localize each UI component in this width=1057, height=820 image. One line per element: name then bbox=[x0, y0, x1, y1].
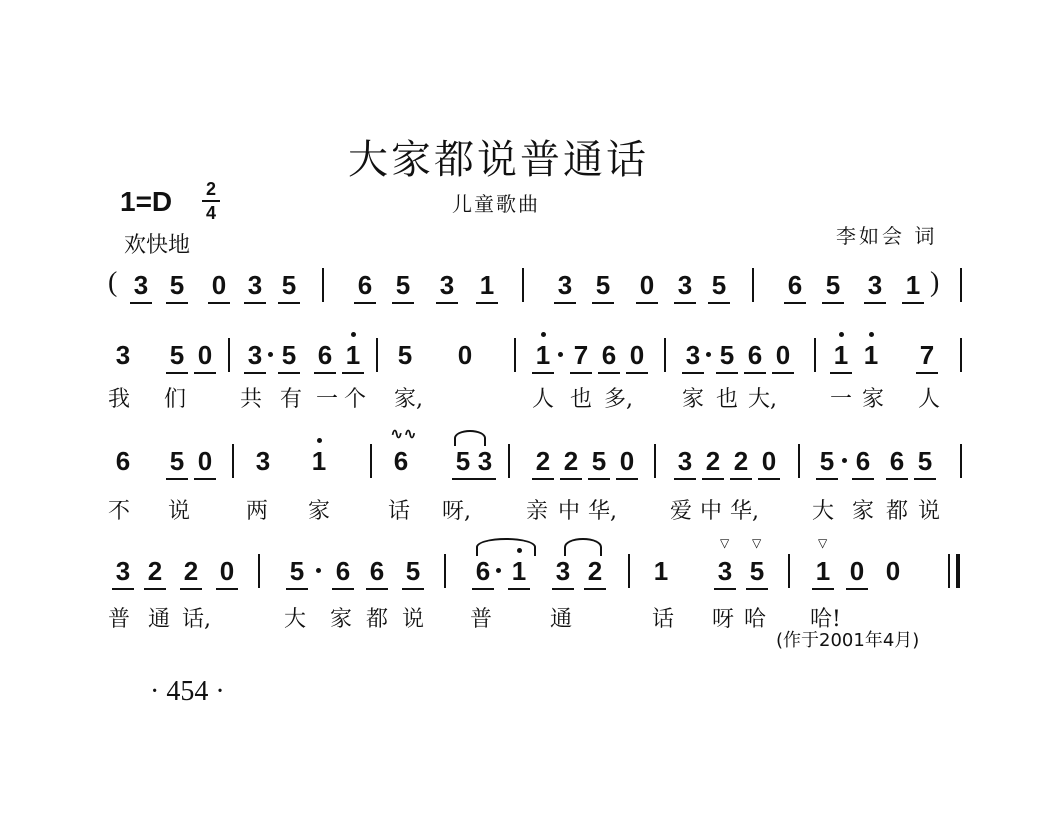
note: 0 bbox=[194, 444, 216, 480]
note: 5 bbox=[278, 268, 300, 304]
note: 0 bbox=[457, 340, 473, 370]
note: 3 bbox=[436, 268, 458, 304]
lyric: 呀 bbox=[712, 607, 735, 632]
lyric: 华, bbox=[730, 499, 759, 524]
dot-mark bbox=[558, 352, 563, 357]
key-signature: 1=D bbox=[120, 186, 173, 217]
lyric: 我 bbox=[108, 387, 131, 412]
note: 1 bbox=[863, 340, 879, 370]
note: 3 bbox=[864, 268, 886, 304]
lyric: 普 bbox=[108, 607, 131, 632]
note: 3 bbox=[714, 554, 736, 590]
note: 2 bbox=[560, 444, 582, 480]
note: 5 bbox=[816, 444, 838, 480]
staff-line-3 bbox=[108, 536, 968, 588]
accent-triangle-icon: ▽ bbox=[720, 536, 730, 550]
note: 5 bbox=[716, 338, 738, 374]
note: 0 bbox=[885, 556, 901, 586]
note: 6 bbox=[472, 554, 494, 590]
note: 6 bbox=[852, 444, 874, 480]
song-subtitle: 儿童歌曲 bbox=[452, 192, 540, 216]
note: 3 bbox=[552, 554, 574, 590]
lyric: 中 bbox=[700, 499, 723, 524]
note: 2 bbox=[584, 554, 606, 590]
note: 5 bbox=[402, 554, 424, 590]
note: 6 bbox=[598, 338, 620, 374]
note: 5 bbox=[592, 268, 614, 304]
note: 5 bbox=[822, 268, 844, 304]
note: 3 bbox=[554, 268, 576, 304]
lyric: 一 bbox=[316, 387, 339, 412]
high-octave-dot bbox=[839, 332, 844, 337]
lyric: 大, bbox=[748, 387, 777, 412]
intro-open-paren: ( bbox=[108, 267, 118, 298]
note: 5 bbox=[588, 444, 610, 480]
lyric: 哈 bbox=[744, 607, 767, 632]
note: 0 bbox=[846, 554, 868, 590]
dot-mark bbox=[268, 352, 273, 357]
note: 1 bbox=[902, 268, 924, 304]
note: 3 bbox=[474, 444, 496, 480]
note: 0 bbox=[216, 554, 238, 590]
lyric: 哈! bbox=[810, 607, 841, 632]
note: 6 bbox=[354, 268, 376, 304]
note: 1 bbox=[342, 338, 364, 374]
note: 5 bbox=[914, 444, 936, 480]
barline bbox=[960, 268, 962, 302]
note: 0 bbox=[208, 268, 230, 304]
high-octave-dot bbox=[317, 438, 322, 443]
note: 6 bbox=[332, 554, 354, 590]
lyric: 中 bbox=[558, 499, 581, 524]
lyric: 普 bbox=[470, 607, 493, 632]
lyric: 爱 bbox=[670, 499, 693, 524]
note: 0 bbox=[758, 444, 780, 480]
dot-mark bbox=[316, 568, 321, 573]
lyric: 话 bbox=[388, 499, 411, 524]
final-barline-thin bbox=[948, 554, 950, 588]
time-signature-bottom: 4 bbox=[205, 203, 216, 223]
lyric: 两 bbox=[246, 499, 269, 524]
note: 1 bbox=[830, 338, 852, 374]
note: 6 bbox=[784, 268, 806, 304]
lyric: 说 bbox=[918, 499, 941, 524]
dot-mark bbox=[842, 458, 847, 463]
time-signature bbox=[200, 180, 222, 222]
high-octave-dot bbox=[869, 332, 874, 337]
lyric: 人 bbox=[532, 387, 555, 412]
note: 5 bbox=[166, 444, 188, 480]
note: 0 bbox=[194, 338, 216, 374]
lyric: 家 bbox=[330, 607, 353, 632]
intro-close-paren: ) bbox=[930, 267, 940, 298]
note: 6 bbox=[314, 338, 336, 374]
note: 1 bbox=[311, 446, 327, 476]
barline bbox=[628, 554, 630, 588]
barline bbox=[664, 338, 666, 372]
dot-mark bbox=[496, 568, 501, 573]
lyric: 家 bbox=[862, 387, 885, 412]
note: 2 bbox=[144, 554, 166, 590]
barline bbox=[370, 444, 372, 478]
barline bbox=[258, 554, 260, 588]
barline bbox=[960, 338, 962, 372]
note: 6 bbox=[886, 444, 908, 480]
note: 6 bbox=[366, 554, 388, 590]
note: 2 bbox=[180, 554, 202, 590]
composition-date: (作于2001年4月) bbox=[776, 630, 920, 651]
lyric: 华, bbox=[588, 499, 617, 524]
note: 5 bbox=[278, 338, 300, 374]
lyric: 家 bbox=[682, 387, 705, 412]
accent-triangle-icon: ▽ bbox=[752, 536, 762, 550]
note: 1 bbox=[476, 268, 498, 304]
note: 3 bbox=[244, 338, 266, 374]
barline bbox=[654, 444, 656, 478]
note: 3 bbox=[682, 338, 704, 374]
lyric: 都 bbox=[366, 607, 389, 632]
note: 3 bbox=[674, 268, 696, 304]
lyric: 亲 bbox=[526, 499, 549, 524]
note: 0 bbox=[616, 444, 638, 480]
note: 0 bbox=[626, 338, 648, 374]
tempo-marking: 欢快地 bbox=[124, 233, 191, 258]
note: 0 bbox=[772, 338, 794, 374]
barline bbox=[522, 268, 524, 302]
note: 1 bbox=[532, 338, 554, 374]
lyric: 都 bbox=[886, 499, 909, 524]
time-signature-top: 2 bbox=[205, 179, 216, 199]
high-octave-dot bbox=[351, 332, 356, 337]
note: 3 bbox=[130, 268, 152, 304]
lyric: 说 bbox=[168, 499, 191, 524]
lyric: 大 bbox=[284, 607, 307, 632]
note: 3 bbox=[112, 554, 134, 590]
high-octave-dot bbox=[517, 548, 522, 553]
time-signature-divider bbox=[202, 200, 220, 202]
lyric: 不 bbox=[108, 499, 131, 524]
barline bbox=[322, 268, 324, 302]
barline bbox=[508, 444, 510, 478]
note: 5 bbox=[166, 268, 188, 304]
lyric: 通 bbox=[148, 607, 171, 632]
song-title: 大家都说普通话 bbox=[348, 137, 649, 183]
note: 3 bbox=[255, 446, 271, 476]
barline bbox=[232, 444, 234, 478]
barline bbox=[798, 444, 800, 478]
note: 5 bbox=[746, 554, 768, 590]
note: 3 bbox=[115, 340, 131, 370]
note: 5 bbox=[286, 554, 308, 590]
note: 6 bbox=[744, 338, 766, 374]
note: 1 bbox=[653, 556, 669, 586]
barline bbox=[960, 444, 962, 478]
trill-icon: ∿∿ bbox=[390, 424, 417, 443]
lyric: 也 bbox=[570, 387, 593, 412]
barline bbox=[514, 338, 516, 372]
lyric: 个 bbox=[344, 387, 367, 412]
note: 5 bbox=[166, 338, 188, 374]
barline bbox=[228, 338, 230, 372]
dot-mark bbox=[706, 352, 711, 357]
lyric: 有 bbox=[280, 387, 303, 412]
lyric: 家 bbox=[852, 499, 875, 524]
lyric: 家 bbox=[308, 499, 331, 524]
note: 5 bbox=[708, 268, 730, 304]
lyric: 人 bbox=[918, 387, 941, 412]
note: 6 bbox=[115, 446, 131, 476]
note: 6 bbox=[393, 446, 409, 476]
note: 0 bbox=[636, 268, 658, 304]
lyric: 多, bbox=[604, 387, 633, 412]
lyric: 们 bbox=[164, 387, 187, 412]
barline bbox=[376, 338, 378, 372]
page-number: · 454 · bbox=[150, 676, 225, 707]
lyric: 也 bbox=[716, 387, 739, 412]
lyric: 共 bbox=[240, 387, 263, 412]
barline bbox=[444, 554, 446, 588]
intro-staff bbox=[108, 268, 968, 302]
note: 2 bbox=[702, 444, 724, 480]
final-barline-thick bbox=[956, 554, 960, 588]
lyric: 话 bbox=[652, 607, 675, 632]
lyric: 话, bbox=[182, 607, 211, 632]
note: 5 bbox=[397, 340, 413, 370]
lyric: 一 bbox=[830, 387, 853, 412]
lyric: 呀, bbox=[442, 499, 471, 524]
lyric: 家, bbox=[394, 387, 423, 412]
barline bbox=[788, 554, 790, 588]
accent-triangle-icon: ▽ bbox=[818, 536, 828, 550]
note: 3 bbox=[674, 444, 696, 480]
note: 2 bbox=[532, 444, 554, 480]
high-octave-dot bbox=[541, 332, 546, 337]
barline bbox=[814, 338, 816, 372]
lyric: 大 bbox=[812, 499, 835, 524]
note: 5 bbox=[452, 444, 474, 480]
note: 3 bbox=[244, 268, 266, 304]
note: 5 bbox=[392, 268, 414, 304]
note: 1 bbox=[812, 554, 834, 590]
note: 7 bbox=[570, 338, 592, 374]
staff-line-2 bbox=[108, 424, 968, 478]
note: 1 bbox=[508, 554, 530, 590]
lyricist-credit: 李如会 词 bbox=[836, 224, 938, 248]
note: 7 bbox=[916, 338, 938, 374]
lyric: 说 bbox=[402, 607, 425, 632]
staff-line-1 bbox=[108, 338, 968, 372]
lyric: 通 bbox=[550, 607, 573, 632]
note: 2 bbox=[730, 444, 752, 480]
barline bbox=[752, 268, 754, 302]
